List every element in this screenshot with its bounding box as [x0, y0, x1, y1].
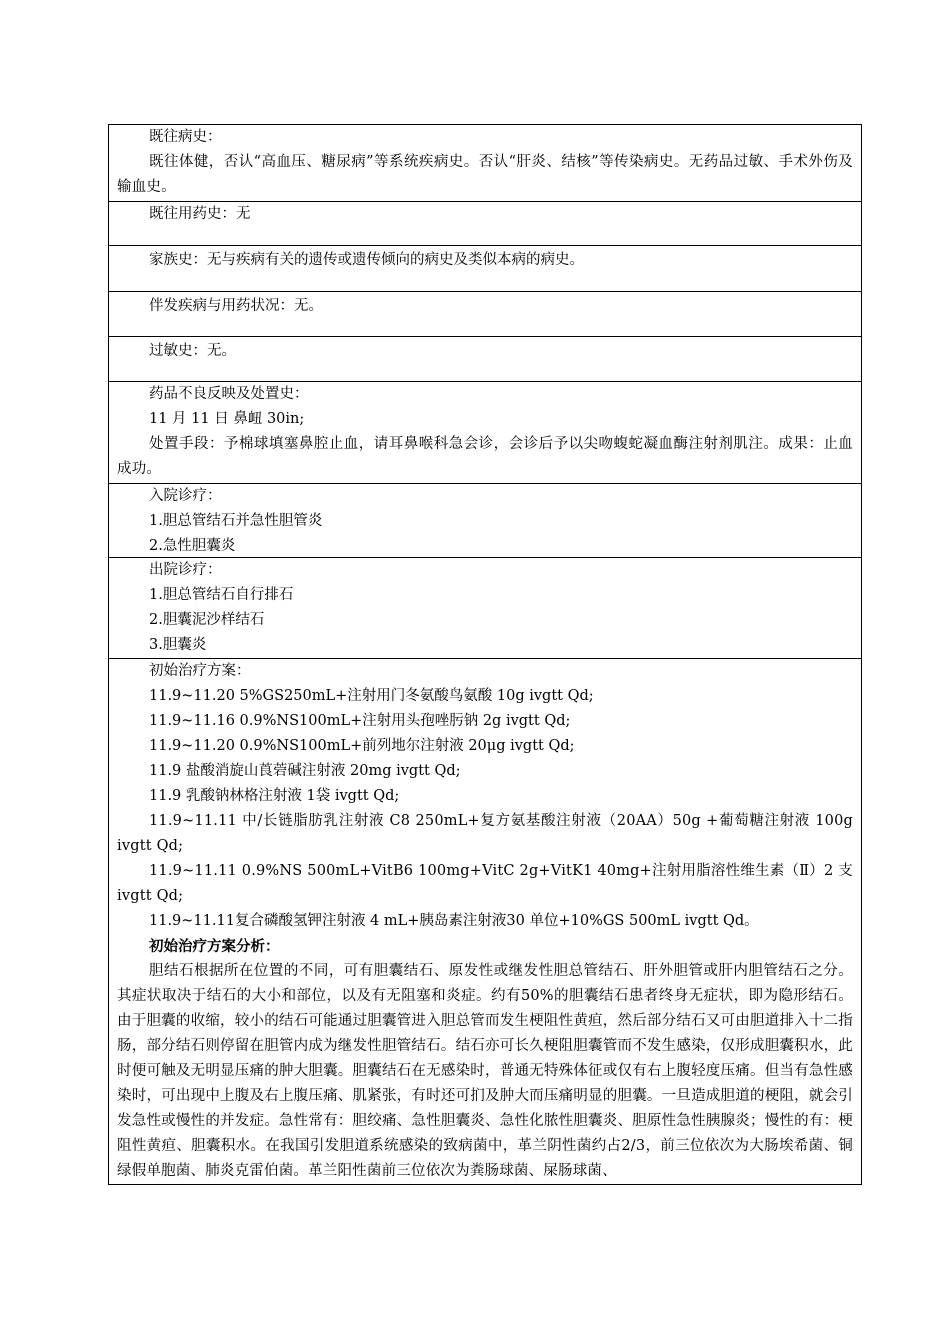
allergy-row	[109, 336, 861, 381]
admission-diagnosis-item: 1.胆总管结石并急性胆管炎	[149, 513, 323, 529]
discharge-diagnosis-item: 2.胆囊泥沙样结石	[149, 612, 265, 628]
past-history-text: 既往体健，否认“高血压、糖尿病”等系统疾病史。否认“肝炎、结核”等传染病史。无药品过敏、手术外伤及输血史。	[117, 154, 853, 195]
past-medication-row	[109, 201, 861, 245]
past-medication-text: 既往用药史：无	[149, 206, 251, 222]
medical-record-table	[108, 124, 862, 1185]
concomitant-row	[109, 291, 861, 336]
discharge-diagnosis-item: 1.胆总管结石自行排石	[149, 587, 294, 603]
adverse-reaction-heading: 药品不良反映及处置史：	[149, 386, 309, 402]
treatment-plan-line: 11.9 盐酸消旋山莨菪碱注射液 20mg ivgtt Qd;	[149, 763, 461, 779]
treatment-plan-heading: 初始治疗方案：	[149, 663, 251, 679]
admission-diagnosis-row	[109, 483, 861, 557]
discharge-diagnosis-heading: 出院诊疗：	[149, 562, 222, 578]
discharge-diagnosis-item: 3.胆囊炎	[149, 637, 207, 653]
concomitant-text: 伴发疾病与用药状况：无。	[149, 298, 323, 314]
analysis-heading: 初始治疗方案分析：	[149, 938, 280, 955]
allergy-text: 过敏史：无。	[149, 343, 236, 359]
past-history-heading: 既往病史：	[149, 129, 222, 145]
discharge-diagnosis-row	[109, 557, 861, 658]
treatment-plan-paragraph: 11.9~11.11 0.9%NS 500mL+VitB6 100mg+VitC 2g+VitK1 40mg+注射用脂溶性维生素（Ⅱ）2 支 ivgtt Qd;	[117, 863, 853, 904]
admission-diagnosis-item: 2.急性胆囊炎	[149, 538, 236, 554]
admission-diagnosis-heading: 入院诊疗：	[149, 488, 222, 504]
analysis-text: 胆结石根据所在位置的不同，可有胆囊结石、原发性或继发性胆总管结石、肝外胆管或肝内胆管结石之分。其症状取决于结石的大小和部位，以及有无阻塞和炎症。约有50%的胆囊结石患者终身无症状，即为隐形结石。由于胆囊的收缩，较小的结石可能通过胆囊管进入胆总管而发生梗阻性黄疸，然后部分结石又可由胆道排入十二指肠，部分结石则停留在胆管内成为继发性胆管结石。结石亦可长久梗阻胆囊管而不发生感染，仅形成胆囊积水，此时便可触及无明显压痛的肿大胆囊。胆囊结石在无感染时，普通无特殊体征或仅有右上腹轻度压痛。但当有急性感染时，可出现中上腹及右上腹压痛、肌紧张，有时还可扪及肿大而压痛明显的胆囊。一旦造成胆道的梗阻，就会引发急性或慢性的并发症。急性常有：胆绞痛、急性胆囊炎、急性化脓性胆囊炎、胆原性急性胰腺炎；慢性的有：梗阻性黄疸、胆囊积水。在我国引发胆道系统感染的致病菌中，革兰阴性菌约占2/3，前三位依次为大肠埃希菌、铜绿假单胞菌、肺炎克雷伯菌。革兰阳性菌前三位依次为粪肠球菌、屎肠球菌、	[117, 963, 853, 1179]
adverse-reaction-event: 11 月 11 日 鼻衄 30in;	[149, 411, 305, 427]
adverse-reaction-handling: 处置手段：予棉球填塞鼻腔止血，请耳鼻喉科急会诊，会诊后予以尖吻蝮蛇凝血酶注射剂肌注。成果：止血成功。	[117, 436, 853, 477]
treatment-plan-line: 11.9~11.16 0.9%NS100mL+注射用头孢唑肟钠 2g ivgtt Qd;	[149, 713, 571, 729]
treatment-plan-line: 11.9 乳酸钠林格注射液 1袋 ivgtt Qd;	[149, 788, 400, 804]
past-history-row	[109, 125, 861, 201]
family-history-row	[109, 245, 861, 291]
treatment-plan-line: 11.9~11.11复合磷酸氢钾注射液 4 mL+胰岛素注射液30 单位+10%GS 500mL ivgtt Qd。	[149, 913, 759, 929]
treatment-plan-paragraph: 11.9~11.11 中/长链脂肪乳注射液 C8 250mL+复方氨基酸注射液（20AA）50g +葡萄糖注射液 100g ivgtt Qd;	[117, 813, 853, 854]
treatment-plan-line: 11.9~11.20 0.9%NS100mL+前列地尔注射液 20μg ivgtt Qd;	[149, 738, 575, 754]
family-history-text: 家族史：无与疾病有关的遗传或遗传倾向的病史及类似本病的病史。	[149, 252, 584, 268]
treatment-plan-row	[109, 658, 861, 1184]
adverse-reaction-row	[109, 381, 861, 483]
treatment-plan-line: 11.9~11.20 5%GS250mL+注射用门冬氨酸鸟氨酸 10g ivgtt Qd;	[149, 688, 594, 704]
